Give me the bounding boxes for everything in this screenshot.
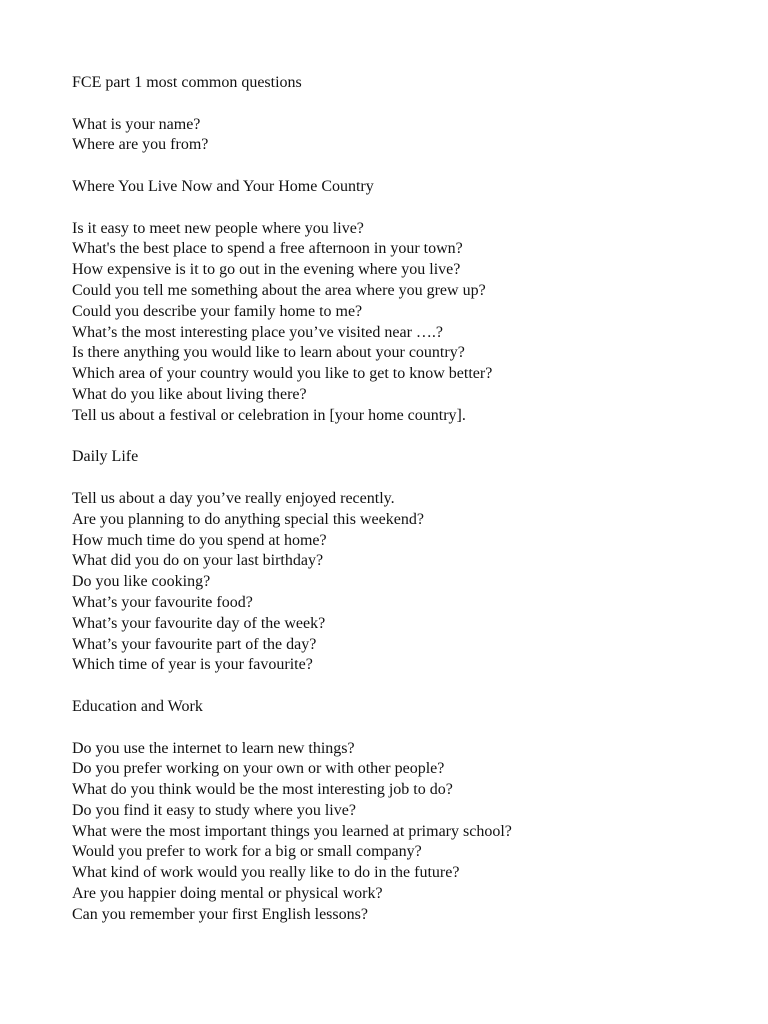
question-item: Is there anything you would like to learn about your country? (72, 344, 465, 362)
question-item: What do you think would be the most interesting job to do? (72, 781, 453, 799)
question-item: Are you planning to do anything special this weekend? (72, 510, 424, 528)
question-item: Could you describe your family home to me? (72, 302, 363, 320)
section-heading: Where You Live Now and Your Home Country (72, 177, 374, 195)
spacer (72, 427, 768, 448)
question-item: What kind of work would you really like to do in the future? (72, 864, 460, 882)
section-heading: Daily Life (72, 448, 139, 466)
question-item: What were the most important things you learned at primary school? (72, 822, 512, 840)
spacer (72, 676, 768, 697)
question-item: How much time do you spend at home? (72, 531, 327, 549)
question-item: What’s your favourite food? (72, 593, 253, 611)
spacer (72, 94, 768, 115)
question-item: Could you tell me something about the area where you grew up? (72, 281, 486, 299)
section-daily-life (72, 447, 768, 676)
spacer (72, 718, 768, 739)
question-item: Do you prefer working on your own or with other people? (72, 760, 445, 778)
question-item: What’s the most interesting place you’ve visited near ….? (72, 323, 443, 341)
question-item: Do you use the internet to learn new things? (72, 739, 355, 757)
spacer (72, 468, 768, 489)
question-item: Would you prefer to work for a big or small company? (72, 843, 422, 861)
document-title: FCE part 1 most common questions (72, 74, 302, 91)
question-item: What do you like about living there? (72, 385, 307, 403)
question-item: Which area of your country would you like to get to know better? (72, 365, 493, 383)
section-heading: Education and Work (72, 697, 203, 715)
question-item: What did you do on your last birthday? (72, 552, 324, 570)
question-item: Can you remember your first English lessons? (72, 905, 368, 923)
intro-questions (72, 115, 768, 157)
question-item: Where are you from? (72, 136, 209, 154)
question-item: Are you happier doing mental or physical work? (72, 885, 383, 903)
spacer (72, 156, 768, 177)
section-home-country (72, 177, 768, 427)
section-education-work (72, 697, 768, 926)
question-item: Is it easy to meet new people where you live? (72, 219, 364, 237)
question-item: Tell us about a festival or celebration in [your home country]. (72, 406, 466, 424)
question-item: What’s your favourite day of the week? (72, 614, 326, 632)
question-item: How expensive is it to go out in the evening where you live? (72, 261, 461, 279)
question-item: What is your name? (72, 115, 201, 133)
question-item: What’s your favourite part of the day? (72, 635, 317, 653)
question-item: Which time of year is your favourite? (72, 656, 313, 674)
question-item: What's the best place to spend a free afternoon in your town? (72, 240, 463, 258)
question-item: Tell us about a day you’ve really enjoyed recently. (72, 489, 395, 507)
question-item: Do you like cooking? (72, 573, 211, 591)
question-item: Do you find it easy to study where you live? (72, 801, 356, 819)
spacer (72, 198, 768, 219)
